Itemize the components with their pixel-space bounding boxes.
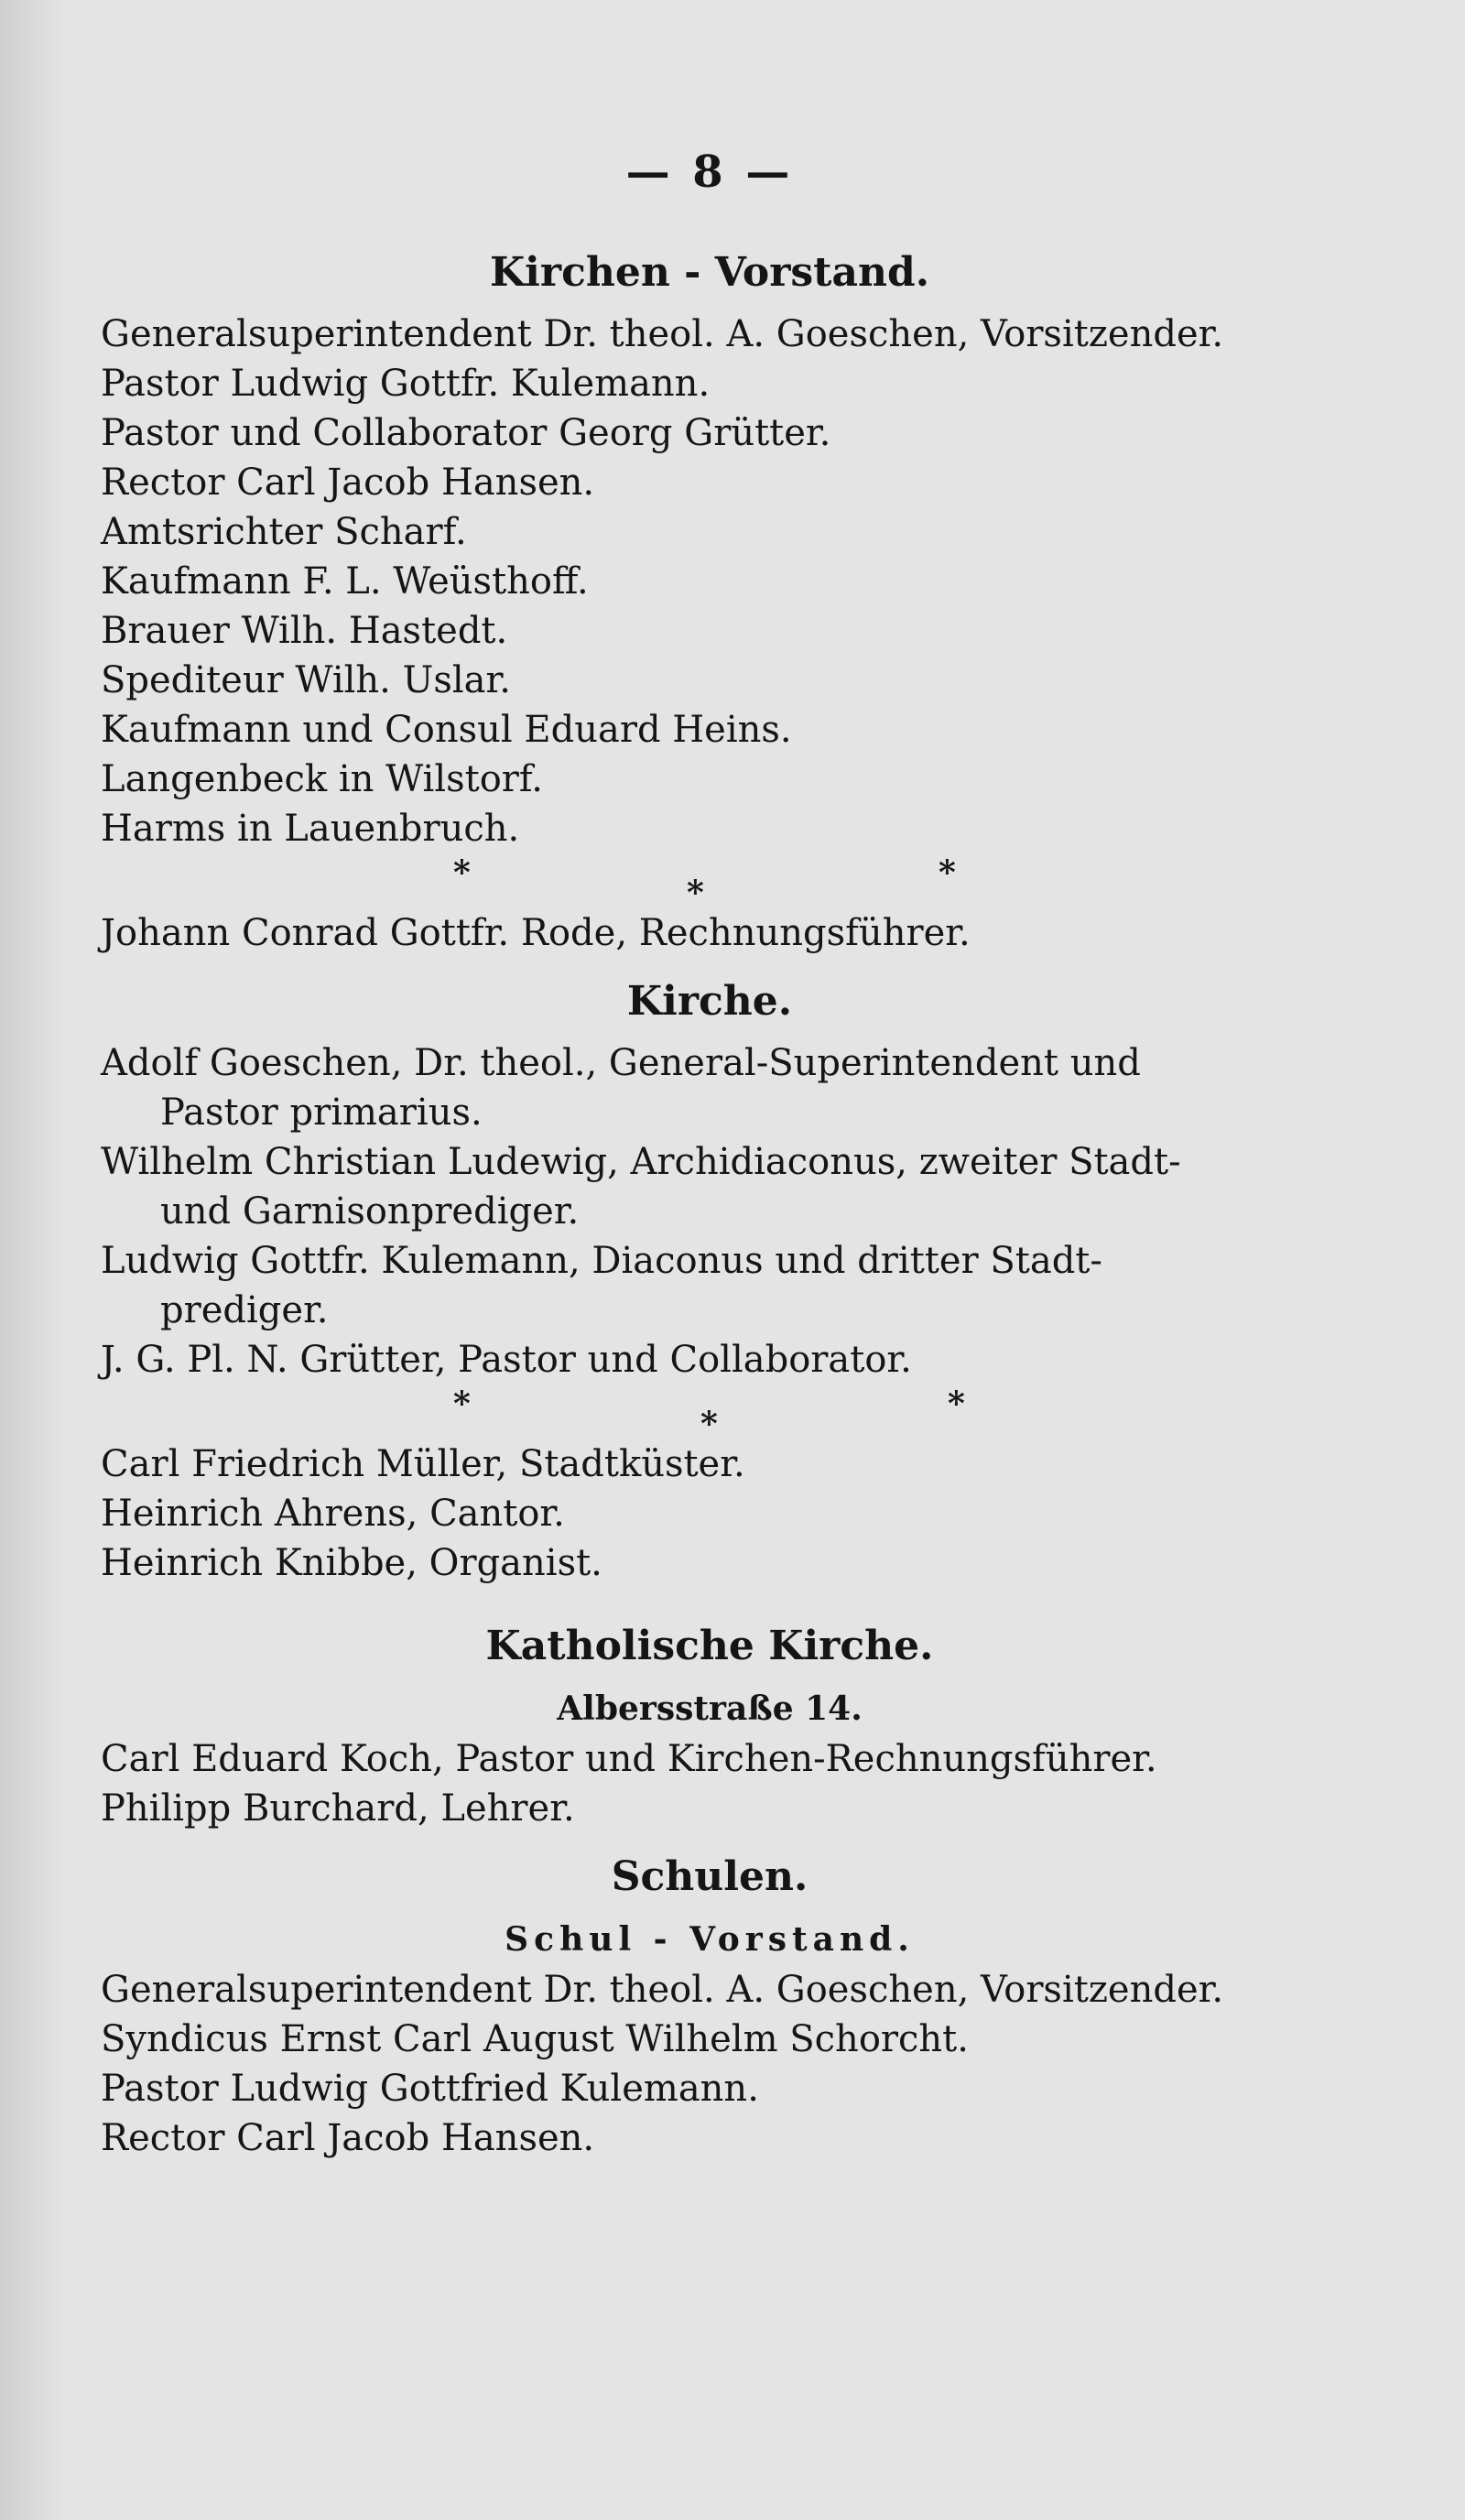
list-item-continuation: prediger. — [160, 1289, 329, 1331]
list-item: Rector Carl Jacob Hansen. — [101, 2117, 595, 2159]
list-item: J. G. Pl. N. Grütter, Pastor und Collaborator. — [101, 1339, 912, 1381]
list-item: Carl Eduard Koch, Pastor und Kirchen-Rechnungsführer. — [101, 1738, 1157, 1780]
section-heading-katholische-kirche: Katholische Kirche. — [485, 1623, 934, 1669]
kirchen-vorstand-list — [101, 310, 1318, 853]
list-item: Ludwig Gottfr. Kulemann, Diaconus und dritter Stadt- — [101, 1240, 1102, 1282]
list-item: Philipp Burchard, Lehrer. — [101, 1787, 575, 1830]
list-item: Langenbeck in Wilstorf. — [101, 758, 544, 800]
asterisk: * — [939, 853, 956, 892]
list-item: Adolf Goeschen, Dr. theol., General-Superintendent und — [101, 1042, 1141, 1084]
asterisk: * — [453, 1385, 471, 1423]
asterism-divider — [101, 853, 1318, 912]
schul-vorstand-list — [101, 1965, 1318, 2163]
asterisk: * — [948, 1385, 965, 1423]
page-content — [101, 147, 1318, 2163]
treasurer-line: Johann Conrad Gottfr. Rode, Rechnungsführer. — [101, 912, 971, 954]
list-item: Harms in Lauenbruch. — [101, 808, 520, 850]
list-item-continuation: und Garnisonprediger. — [160, 1190, 580, 1233]
katholische-kirche-list — [101, 1734, 1318, 1833]
list-item: Heinrich Knibbe, Organist. — [101, 1542, 602, 1584]
section-heading-kirche: Kirche. — [626, 978, 793, 1025]
list-item: Wilhelm Christian Ludewig, Archidiaconus, zweiter Stadt- — [101, 1141, 1181, 1183]
list-item: Amtsrichter Scharf. — [101, 511, 467, 553]
list-item: Kaufmann und Consul Eduard Heins. — [101, 709, 792, 751]
list-item: Syndicus Ernst Carl August Wilhelm Schorcht. — [101, 2018, 969, 2060]
page-edge-shadow — [0, 0, 64, 2520]
list-item: Generalsuperintendent Dr. theol. A. Goeschen, Vorsitzender. — [101, 313, 1224, 355]
asterism-divider — [101, 1385, 1318, 1443]
list-item: Pastor Ludwig Gottfr. Kulemann. — [101, 363, 711, 405]
subheading-schul-vorstand: Schul - Vorstand. — [505, 1920, 915, 1959]
list-item-continuation: Pastor primarius. — [160, 1092, 483, 1134]
list-item: Heinrich Ahrens, Cantor. — [101, 1493, 565, 1535]
asterisk: * — [687, 874, 704, 912]
page-number: — 8 — — [625, 147, 794, 198]
asterisk: * — [453, 853, 471, 892]
list-item: Pastor Ludwig Gottfried Kulemann. — [101, 2068, 759, 2110]
list-item: Spediteur Wilh. Uslar. — [101, 659, 511, 701]
asterisk: * — [700, 1405, 718, 1443]
section-heading-kirchen-vorstand: Kirchen - Vorstand. — [489, 249, 930, 296]
kirche-staff-list — [101, 1439, 1318, 1588]
list-item: Kaufmann F. L. Weüsthoff. — [101, 560, 589, 603]
list-item: Rector Carl Jacob Hansen. — [101, 462, 595, 504]
list-item: Brauer Wilh. Hastedt. — [101, 610, 508, 652]
list-item: Generalsuperintendent Dr. theol. A. Goeschen, Vorsitzender. — [101, 1969, 1224, 2011]
address-line: Albersstraße 14. — [557, 1689, 863, 1728]
kirche-list — [101, 1038, 1318, 1385]
list-item: Carl Friedrich Müller, Stadtküster. — [101, 1443, 745, 1485]
section-heading-schulen: Schulen. — [611, 1853, 808, 1900]
list-item: Pastor und Collaborator Georg Grütter. — [101, 412, 831, 454]
